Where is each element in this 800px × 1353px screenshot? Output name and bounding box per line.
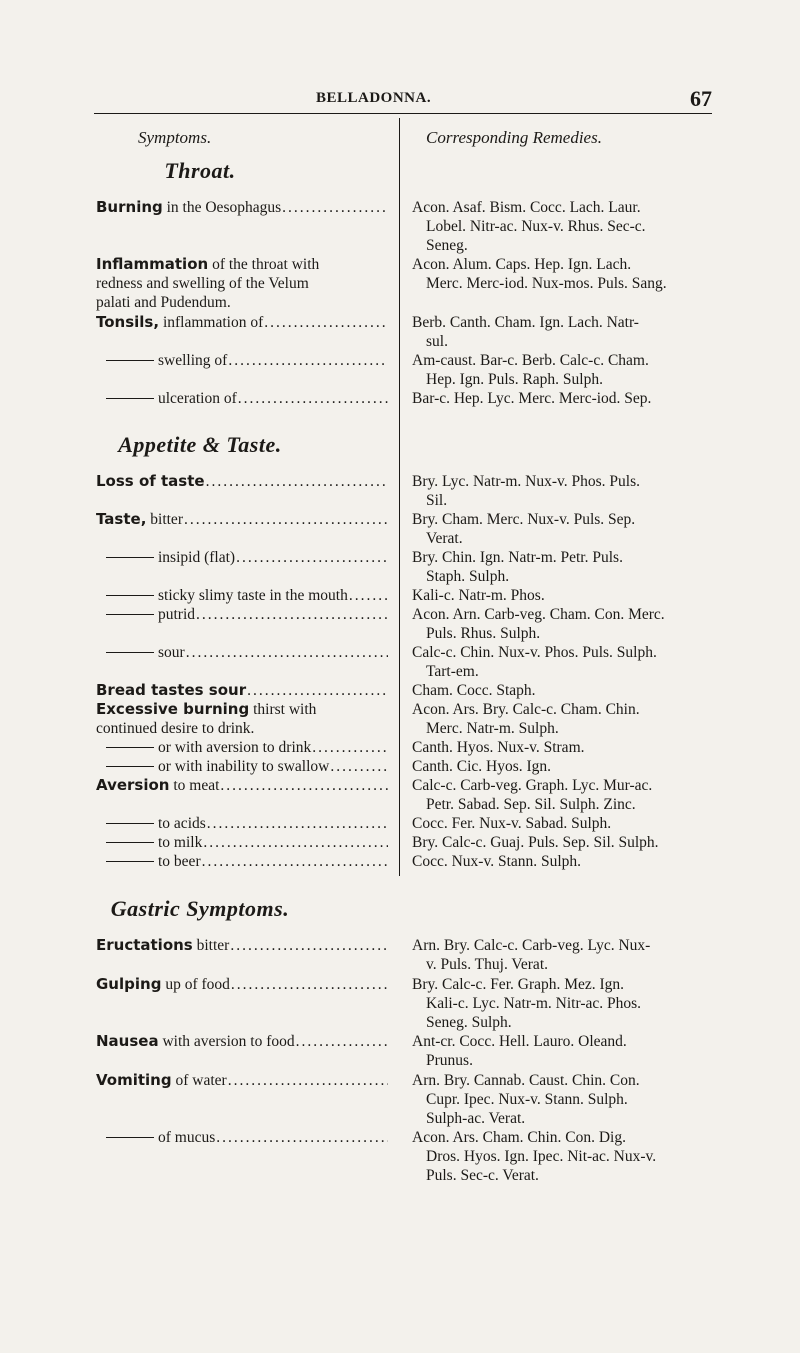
symptom-keyword: Burning — [96, 198, 163, 216]
symptom — [96, 472, 388, 491]
symptom-keyword: Inflammation — [96, 255, 209, 273]
symptom-keyword: Excessive burning — [96, 700, 250, 718]
remedy-line: Arn. Bry. Cannab. Caust. Chin. Con. — [412, 1072, 640, 1089]
symptom — [96, 198, 388, 217]
symptom-keyword: Eructations — [96, 936, 193, 954]
remedy-line: Acon. Ars. Bry. Calc-c. Cham. Chin. — [412, 701, 640, 718]
symptom-text: in the Oesophagus — [166, 199, 282, 216]
symptom — [96, 351, 388, 370]
remedy-list — [412, 255, 712, 293]
symptom-keyword: Taste, — [96, 510, 147, 528]
symptom-text: of mucus — [158, 1129, 216, 1146]
symptom-text: continued desire to drink. — [96, 720, 255, 737]
remedy-line: Kali-c. Natr-m. Phos. — [412, 587, 545, 604]
section-heading-gastric: Gastric Symptoms. — [110, 896, 290, 921]
remedy-list — [412, 1032, 712, 1070]
symptom — [96, 1032, 388, 1051]
remedy-line: Cocc. Fer. Nux-v. Sabad. Sulph. — [412, 815, 612, 832]
symptom-text: of the throat with — [212, 256, 320, 273]
remedy-list — [412, 548, 712, 586]
remedy-line: Dros. Hyos. Ign. Ipec. Nit-ac. Nux-v. — [426, 1148, 657, 1165]
symptom-text: swelling of — [158, 352, 228, 369]
remedy-line: Sil. — [426, 492, 448, 509]
remedy-list — [412, 700, 712, 738]
symptom — [96, 681, 388, 700]
symptom-text: sour — [158, 644, 185, 661]
header-rule — [94, 113, 712, 114]
section-heading-appetite: Appetite & Taste. — [118, 432, 282, 457]
remedy-line: Arn. Bry. Calc-c. Carb-veg. Lyc. Nux- — [412, 937, 651, 954]
symptom-keyword: Gulping — [96, 975, 162, 993]
symptoms-column-heading: Symptoms. — [138, 128, 212, 147]
remedy-line: Puls. Rhus. Sulph. — [426, 625, 541, 642]
remedy-list — [412, 814, 712, 833]
symptom — [96, 776, 388, 795]
remedy-line: Petr. Sabad. Sep. Sil. Sulph. Zinc. — [426, 796, 636, 813]
remedy-line: Am-caust. Bar-c. Berb. Calc-c. Cham. — [412, 352, 649, 369]
symptom-text: with aversion to food — [162, 1033, 295, 1050]
symptom — [96, 1071, 388, 1090]
remedy-line: Acon. Asaf. Bism. Cocc. Lach. Laur. — [412, 199, 641, 216]
symptom-keyword: Vomiting — [96, 1071, 172, 1089]
symptom-text: thirst with — [253, 701, 317, 718]
symptom — [96, 1128, 388, 1147]
remedy-line: Cham. Cocc. Staph. — [412, 682, 536, 699]
symptom — [96, 852, 388, 871]
remedy-list — [412, 643, 712, 681]
remedy-list — [412, 852, 712, 871]
remedy-list — [412, 586, 712, 605]
remedy-line: Puls. Sec-c. Verat. — [426, 1167, 539, 1184]
symptom-text: to meat — [173, 777, 220, 794]
symptom-text: palati and Pudendum. — [96, 294, 231, 311]
symptom-text: insipid (flat) — [158, 549, 236, 566]
remedies-column-heading: Corresponding Remedies. — [426, 128, 602, 147]
remedy-line: Verat. — [426, 530, 463, 547]
symptom — [96, 389, 388, 408]
remedy-line: Bar-c. Hep. Lyc. Merc. Merc-iod. Sep. — [412, 390, 652, 407]
remedy-list — [412, 738, 712, 757]
remedy-line: sul. — [426, 333, 448, 350]
remedy-list — [412, 389, 712, 408]
symptom-keyword: Nausea — [96, 1032, 159, 1050]
running-head — [0, 86, 800, 112]
remedy-list — [412, 472, 712, 510]
symptom-text: bitter — [196, 937, 230, 954]
symptom-keyword: Aversion — [96, 776, 170, 794]
symptom — [96, 738, 388, 757]
symptom — [96, 757, 388, 776]
symptom-text: up of food — [165, 976, 230, 993]
remedy-line: Sulph-ac. Verat. — [426, 1110, 526, 1127]
symptom — [96, 313, 388, 332]
remedy-list — [412, 975, 712, 1032]
symptom — [96, 833, 388, 852]
remedy-line: Acon. Alum. Caps. Hep. Ign. Lach. — [412, 256, 632, 273]
remedy-line: Canth. Hyos. Nux-v. Stram. — [412, 739, 585, 756]
remedy-list — [412, 1128, 712, 1185]
symptom-text: of water — [175, 1072, 227, 1089]
remedy-line: v. Puls. Thuj. Verat. — [426, 956, 548, 973]
remedy-list — [412, 605, 712, 643]
remedy-line: Seneg. — [426, 237, 468, 254]
remedy-line: Bry. Calc-c. Guaj. Puls. Sep. Sil. Sulph. — [412, 834, 659, 851]
symptom-text: or with inability to swallow — [158, 758, 330, 775]
symptom — [96, 586, 388, 605]
remedy-line: Calc-c. Chin. Nux-v. Phos. Puls. Sulph. — [412, 644, 657, 661]
symptom-text: to milk — [158, 834, 203, 851]
remedy-line: Bry. Cham. Merc. Nux-v. Puls. Sep. — [412, 511, 636, 528]
symptom — [96, 605, 388, 624]
remedy-line: Berb. Canth. Cham. Ign. Lach. Natr- — [412, 314, 639, 331]
symptom-text: to beer — [158, 853, 201, 870]
remedy-line: Bry. Chin. Ign. Natr-m. Petr. Puls. — [412, 549, 623, 566]
symptom-keyword: Tonsils, — [96, 313, 160, 331]
symptom — [96, 814, 388, 833]
remedy-line: Acon. Ars. Cham. Chin. Con. Dig. — [412, 1129, 626, 1146]
remedy-line: Cocc. Nux-v. Stann. Sulph. — [412, 853, 582, 870]
remedy-list — [412, 681, 712, 700]
remedy-line: Merc. Natr-m. Sulph. — [426, 720, 559, 737]
symptom-text: ulceration of — [158, 390, 237, 407]
symptom-text: inflammation of — [162, 314, 264, 331]
remedy-line: Kali-c. Lyc. Natr-m. Nitr-ac. Phos. — [426, 995, 642, 1012]
symptom-text: bitter — [150, 511, 183, 528]
symptom — [96, 255, 388, 312]
running-title: BELLADONNA. — [316, 90, 432, 106]
remedy-line: Prunus. — [426, 1052, 473, 1069]
page-number: 67 — [690, 86, 712, 111]
remedy-list — [412, 757, 712, 776]
symptom-keyword: Loss of taste — [96, 472, 205, 490]
symptom — [96, 700, 388, 738]
remedy-line: Lobel. Nitr-ac. Nux-v. Rhus. Sec-c. — [426, 218, 646, 235]
symptom-text: to acids — [158, 815, 206, 832]
remedy-list — [412, 776, 712, 814]
remedy-line: Bry. Calc-c. Fer. Graph. Mez. Ign. — [412, 976, 625, 993]
remedy-line: Bry. Lyc. Natr-m. Nux-v. Phos. Puls. — [412, 473, 641, 490]
remedy-line: Seneg. Sulph. — [426, 1014, 512, 1031]
symptom — [96, 548, 388, 567]
remedy-list — [412, 833, 712, 852]
symptom — [96, 643, 388, 662]
symptom — [96, 510, 388, 529]
symptom — [96, 975, 388, 994]
remedy-line: Staph. Sulph. — [426, 568, 510, 585]
remedy-list — [412, 936, 712, 974]
remedy-list — [412, 351, 712, 389]
symptom-text: putrid — [158, 606, 196, 623]
remedy-line: Tart-em. — [426, 663, 479, 680]
remedy-list — [412, 1071, 712, 1128]
symptom-text: or with aversion to drink — [158, 739, 312, 756]
remedy-line: Hep. Ign. Puls. Raph. Sulph. — [426, 371, 603, 388]
remedy-list — [412, 510, 712, 548]
remedy-line: Calc-c. Carb-veg. Graph. Lyc. Mur-ac. — [412, 777, 653, 794]
remedy-line: Ant-cr. Cocc. Hell. Lauro. Oleand. — [412, 1033, 627, 1050]
remedy-line: Merc. Merc-iod. Nux-mos. Puls. Sang. — [426, 275, 667, 292]
remedy-list — [412, 313, 712, 351]
section-heading-throat: Throat. — [164, 158, 236, 183]
remedy-line: Acon. Arn. Carb-veg. Cham. Con. Merc. — [412, 606, 665, 623]
symptom-text: redness and swelling of the Velum — [96, 275, 309, 292]
remedy-line: Canth. Cic. Hyos. Ign. — [412, 758, 552, 775]
column-divider — [399, 118, 400, 876]
symptom-text: sticky slimy taste in the mouth — [158, 587, 348, 604]
symptom-keyword: Bread tastes sour — [96, 681, 247, 699]
remedy-line: Cupr. Ipec. Nux-v. Stann. Sulph. — [426, 1091, 628, 1108]
remedy-list — [412, 198, 712, 255]
symptom — [96, 936, 388, 955]
